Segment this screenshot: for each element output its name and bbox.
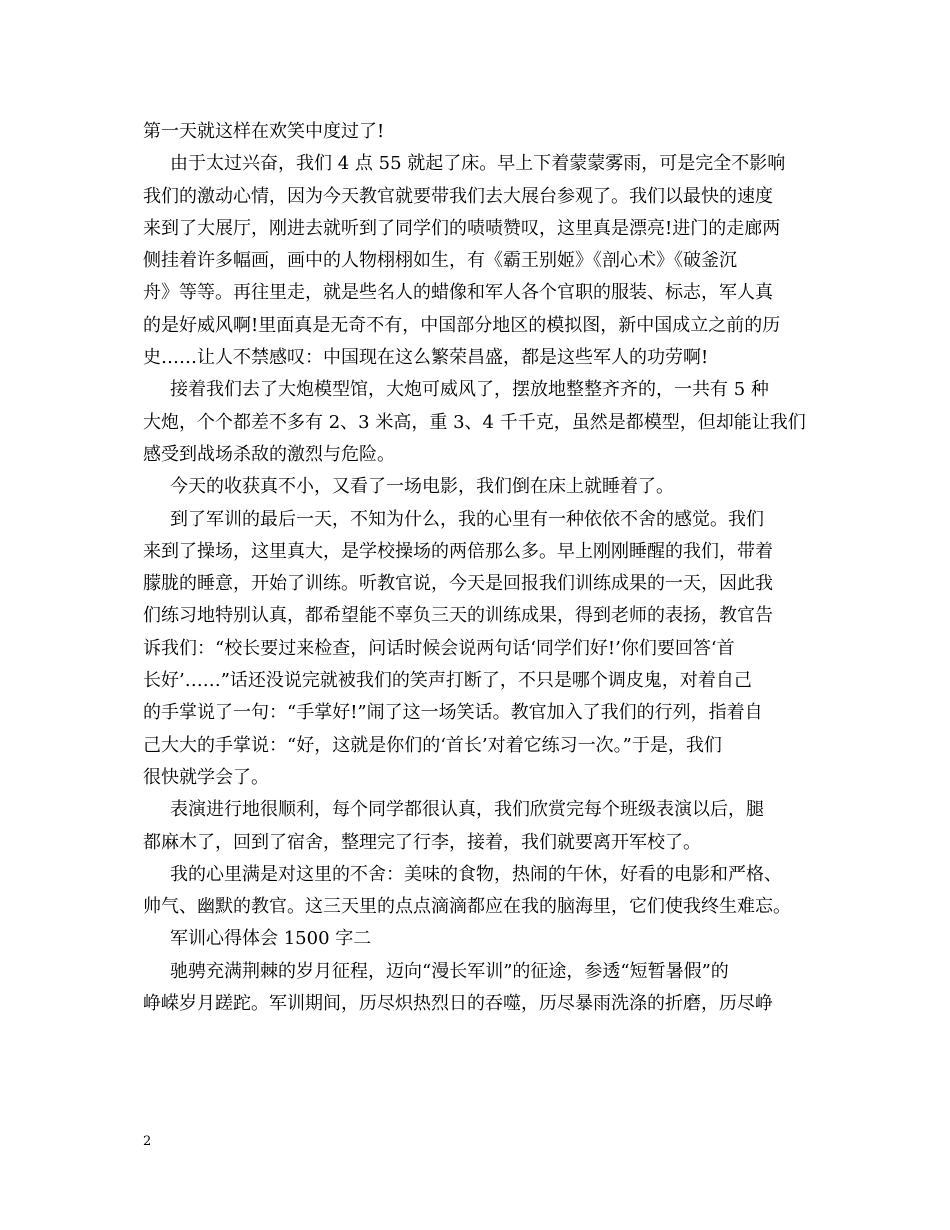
text-line: 第一天就这样在欢笑中度过了! [143,121,385,142]
text-line: 今天的收获真不小，又看了一场电影，我们倒在床上就睡着了。 [170,476,674,498]
text-line: 大炮，个个都差不多有 2、3 米高，重 3、4 千千克，虽然是都模型，但却能让我们 [143,411,806,433]
text-line: 帅气、幽默的教官。这三天里的点点滴滴都应在我的脑海里，它们使我终生难忘。 [143,896,791,918]
text-line: 的是好威风啊!里面真是无奇不有，中国部分地区的模拟图，新中国成立之前的历 [143,314,781,336]
text-line: 很快就学会了。 [143,766,269,788]
text-line: 我的心里满是对这里的不舍：美味的食物，热闹的午休，好看的电影和严格、 [170,863,782,885]
text-line: 峥嵘岁月蹉跎。军训期间，历尽炽热烈日的吞噬，历尽暴雨洗涤的折磨，历尽峥 [143,993,773,1015]
text-line: 驰骋充满荆棘的岁月征程，迈向“漫长军训”的征途，参透“短暂暑假”的 [170,960,729,982]
text-line: 到了军训的最后一天，不知为什么，我的心里有一种依依不舍的感觉。我们 [170,508,764,530]
text-line: 侧挂着许多幅画，画中的人物栩栩如生，有《霸王别姬》《剖心术》《破釜沉 [143,250,737,272]
text-line: 的手掌说了一句：“手掌好!”闹了这一场笑话。教官加入了我们的行列，指着自 [143,702,763,724]
text-line: 长好’……”话还没说完就被我们的笑声打断了，不只是哪个调皮鬼，对着自己 [143,670,752,692]
text-line: 我们的激动心情，因为今天教官就要带我们去大展台参观了。我们以最快的速度 [143,185,773,207]
text-line: 舟》等等。再往里走，就是些名人的蜡像和军人各个官职的服装、标志，军人真 [143,282,773,304]
text-line: 朦胧的睡意，开始了训练。听教官说，今天是回报我们训练成果的一天，因此我 [143,573,773,595]
text-line: 接着我们去了大炮模型馆，大炮可威风了，摆放地整整齐齐的，一共有 5 种 [170,379,769,401]
text-line: 感受到战场杀敌的激烈与危险。 [143,443,395,465]
text-line: 己大大的手掌说：“好，这就是你们的‘首长’对着它练习一次。”于是，我们 [143,734,722,756]
text-line: 来到了操场，这里真大，是学校操场的两倍那么多。早上刚刚睡醒的我们，带着 [143,540,773,562]
page-number: 2 [143,1134,152,1149]
text-line: 诉我们：“校长要过来检查，问话时候会说两句话‘同学们好!’你们要回答‘首 [143,637,735,659]
text-line: 史……让人不禁感叹：中国现在这么繁荣昌盛，都是这些军人的功劳啊! [143,347,709,369]
document-body [143,116,811,1020]
text-line: 们练习地特别认真，都希望能不辜负三天的训练成果，得到老师的表扬，教官告 [143,605,773,627]
text-line: 军训心得体会 1500 字二 [170,928,372,950]
text-line: 由于太过兴奋，我们 4 点 55 就起了床。早上下着蒙蒙雾雨，可是完全不影响 [170,153,786,175]
text-line: 都麻木了，回到了宿舍，整理完了行李，接着，我们就要离开军校了。 [143,831,701,853]
text-line: 表演进行地很顺利，每个同学都很认真，我们欣赏完每个班级表演以后，腿 [170,799,764,821]
text-line: 来到了大展厅，刚进去就听到了同学们的啧啧赞叹，这里真是漂亮!进门的走廊两 [143,217,781,239]
